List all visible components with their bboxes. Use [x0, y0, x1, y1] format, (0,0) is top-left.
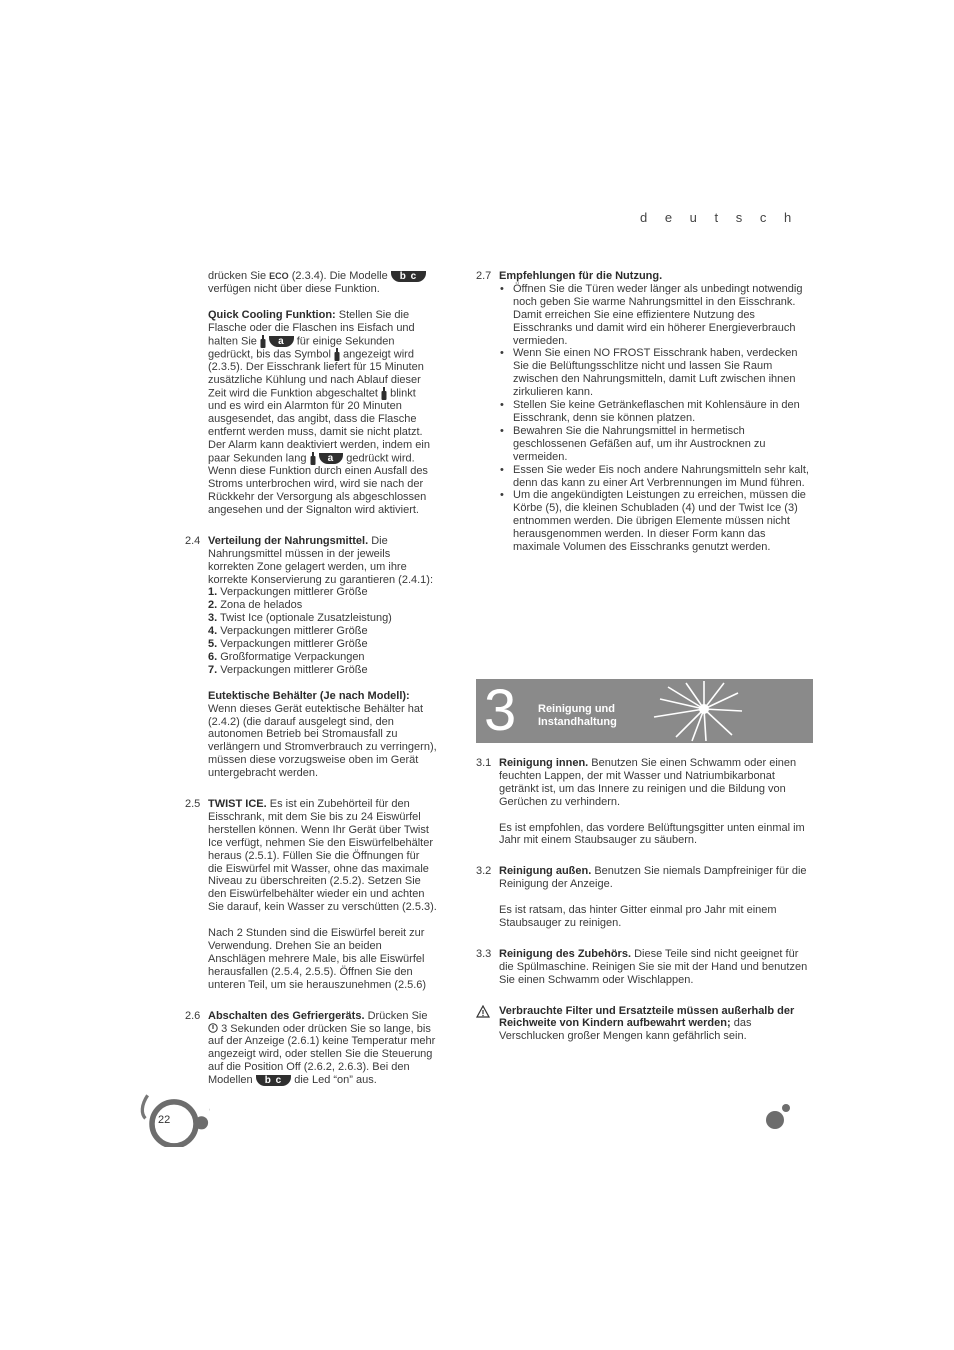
- bottle-icon: [260, 335, 266, 348]
- intro-paragraph: drücken Sie ECO (2.3.4). Die Modelle b c verfügen nicht über diese Funktion.: [185, 270, 437, 296]
- page-number-circle-icon: [138, 1092, 210, 1147]
- eutectic-title: Eutektische Behälter (Je nach Modell):: [208, 689, 410, 702]
- eco-symbol-icon: ECO: [269, 271, 289, 281]
- a-button-badge-icon: a: [269, 336, 294, 347]
- section-title: Empfehlungen für die Nutzung.: [499, 270, 663, 282]
- quick-cooling-title: Quick Cooling Funktion:: [208, 308, 336, 321]
- bc-model-badge-icon: b c: [256, 1075, 291, 1086]
- list-item-number: 6.: [208, 650, 218, 663]
- section-number: 2.4: [185, 534, 201, 547]
- list-item-number: 7.: [208, 663, 218, 676]
- storage-zone-list: [208, 586, 437, 676]
- chapter-banner: [476, 679, 813, 743]
- right-column: [476, 270, 813, 554]
- section-3-2: 3.2 Reinigung außen. Benutzen Sie niemals Dampfreiniger für die Reinigung der Anzeige. Es ist ratsam, das hinter Gitter einmal pro Jahr mit einem Staubsauger zu reinigen.: [476, 865, 813, 930]
- warning-note: Verbrauchte Filter und Ersatzteile müssen außerhalb der Reichweite von Kindern aufbewahrt werden; das Verschlucken großer Mengen kann gefährlich sein.: [476, 1005, 813, 1044]
- section-number: 3.3: [476, 947, 492, 960]
- list-item-text: Verpackungen mittlerer Größe: [220, 638, 368, 651]
- power-icon: [208, 1023, 218, 1033]
- section-2-7: [476, 270, 813, 283]
- a-button-badge-icon: a: [319, 453, 344, 464]
- list-item: • Essen Sie weder Eis noch andere Nahrungsmitteln sehr kalt, denn das kann zu einer Art Verbrennungen im Mund führen.: [476, 464, 813, 490]
- section-number: 2.5: [185, 798, 201, 811]
- twist-ice-text: Nach 2 Stunden sind die Eiswürfel bereit zur Verwendung. Drehen Sie an beiden Anschlägen mehrere Male, bis alle Eiswürfel herausfallen (2.5.4, 2.5.5). Öffnen Sie den unteren Teil, um sie herauszunehmen (2.5.6): [208, 927, 427, 991]
- section-2-6: 2.6 Abschalten des Gefriergeräts. Drücken Sie 3 Sekunden oder drücken Sie so lange, bis auf der Anzeige (2.6.1) keine Temperatur mehr angezeigt wird, oder stellen Sie die Steuerung auf die Position Off (2.6.2, 2.6.3). Bei den Modellen b c die Led “on” aus.: [185, 1009, 436, 1087]
- section-3-3: 3.3 Reinigung des Zubehörs. Diese Teile sind nicht geeignet für die Spülmaschine. Reinigen Sie sie mit der Hand und benutzen Sie einen Schwamm oder Wischlappen.: [476, 947, 808, 986]
- recommendation-list: [476, 283, 813, 554]
- section-title: Abschalten des Gefriergeräts.: [208, 1009, 365, 1022]
- list-item: • Um die angekündigten Leistungen zu erreichen, müssen die Körbe (5), die kleinen Schubladen (4) und der Twist Ice (3) entnommen werden. Die übrigen Elemente müssen nicht herausgenommen werden. In dieser Form kann das maximale Volumen des Eisschranks genutzt werden.: [476, 489, 813, 554]
- list-item-number: 5.: [208, 638, 218, 651]
- right-column-lower: [476, 757, 813, 1043]
- list-item-number: 2.: [208, 599, 218, 612]
- list-item-text: Zona de helados: [220, 599, 303, 612]
- decorative-dots-icon: [765, 1102, 795, 1132]
- list-item: [208, 586, 437, 599]
- list-item: • Öffnen Sie die Türen weder länger als unbedingt notwendig noch geben Sie warme Nahrungsmittel in den Eisschrank. Damit erreichen Sie eine effizientere Nutzung des Eisschranks und damit wird ein höherer Energieverbrauch vermieden.: [476, 283, 813, 348]
- section-title: Reinigung innen.: [499, 757, 589, 769]
- list-item: • Bewahren Sie die Nahrungsmittel in hermetisch geschlossenen Gefäßen auf, um ihr Austrocknen zu vermeiden.: [476, 425, 813, 464]
- section-number: 2.6: [185, 1009, 201, 1022]
- warning-icon: [476, 1005, 490, 1018]
- sparkle-icon: [646, 679, 746, 743]
- list-item-text: Twist Ice (optionale Zusatzleistung): [220, 612, 392, 625]
- section-title: Reinigung des Zubehörs.: [499, 947, 632, 960]
- vent-cleaning-text: Es ist empfohlen, das vordere Belüftungsgitter unten einmal im Jahr mit einem Staubsauger zu säubern.: [499, 821, 805, 847]
- quick-cooling-paragraph: Quick Cooling Funktion: Stellen Sie die Flasche oder die Flaschen ins Eisfach und halten Sie a für einige Sekunden gedrückt, bis das Symbol angezeigt wird (2.3.5). Der Eisschrank liefert für 15 Minuten zusätzliche Kühlung und nach Ablauf dieser Zeit wird die Funktion abgeschaltet blinkt und es wird ein Alarmton für 20 Minuten ausgesendet, das angibt, dass die Flasche entfernt werden muss, damit sie nicht platzt. Der Alarm kann deaktiviert werden, indem ein paar Sekunden lang a gedrückt wird. Wenn diese Funktion durch einen Ausfall des Stroms unterbrochen wird, wird sie nach der Rückkehr der Versorgung als abgeschlossen angesehen und der Signalton wird aktiviert.: [208, 308, 430, 516]
- bottle-icon: [334, 348, 340, 361]
- chapter-title: Reinigung und Instandhaltung: [538, 703, 617, 728]
- list-item-text: Großformatige Verpackungen: [220, 650, 365, 663]
- list-item: [208, 651, 437, 664]
- section-title: Verteilung der Nahrungsmittel.: [208, 534, 369, 547]
- language-label: d e u t s c h: [640, 210, 799, 225]
- list-item: • Stellen Sie keine Getränkeflaschen mit Kohlensäure in den Eisschrank, denn sie können platzen.: [476, 399, 813, 425]
- list-item-text: Verpackungen mittlerer Größe: [220, 586, 368, 599]
- list-item-text: Verpackungen mittlerer Größe: [220, 625, 368, 638]
- section-number: 2.7: [476, 270, 492, 282]
- list-item: [208, 599, 437, 612]
- section-number: 3.2: [476, 865, 492, 878]
- section-2-4: 2.4 Verteilung der Nahrungsmittel. Die Nahrungsmittel müssen in der jeweils korrekten Zone gelagert werden, um ihre korrekte Konservierung zu garantieren (2.4.1): 1. Verpackungen mittlerer Größe 2. Zona de helados 3. Twist Ice (optionale Zusatzleistung) 4. Verpackungen mittlerer Größe 5. Verpackungen mittlerer Größe 6. Großformatige Verpackungen 7. Verpackungen mittlerer Größe Eutektische Behälter (Je nach Modell): Wenn dieses Gerät eutektische Behälter hat (2.4.2) (die darauf ausgelegt sind, den autonomen Betrieb bei Stromausfall zu verlängern und Stromverbrauch zu verringern), müssen diese vorzugsweise oben im Gerät untergebracht werden.: [185, 534, 437, 780]
- grid-cleaning-text: Es ist ratsam, das hinter Gitter einmal pro Jahr mit einem Staubsauger zu reinigen.: [499, 904, 777, 929]
- list-item: [208, 638, 437, 651]
- section-3-1: 3.1 Reinigung innen. Benutzen Sie einen Schwamm oder einen feuchten Lappen, der mit Wasser und Natriumbikarbonat getränkt ist, um das Innere zu reinigen und die Bildung von Gerüchen zu verhindern. Es ist empfohlen, das vordere Belüftungsgitter unten einmal im Jahr mit einem Staubsauger zu säubern.: [476, 757, 813, 847]
- list-item: [208, 625, 437, 638]
- section-title: Reinigung außen.: [499, 865, 592, 878]
- bottle-icon: [381, 387, 387, 400]
- list-item-number: 3.: [208, 612, 218, 625]
- bc-model-badge-icon: b c: [391, 271, 426, 282]
- list-item-number: 1.: [208, 586, 218, 599]
- list-item: [208, 612, 437, 625]
- section-title: TWIST ICE.: [208, 798, 267, 811]
- section-2-5: 2.5 TWIST ICE. Es ist ein Zubehörteil für den Eisschrank, mit dem Sie bis zu 24 Eiswürfel herstellen können. Wenn Ihr Gerät über Twist Ice verfügt, nehmen Sie den Eiswürfelbehälter heraus (2.5.1). Füllen Sie die Öffnungen für die Eiswürfel mit Wasser, ohne das maximale Niveau zu überschreiten (2.5.2). Setzen Sie den Eiswürfelbehälter wieder ein und achten Sie darauf, kein Wasser zu verschütten (2.5.3). Nach 2 Stunden sind die Eiswürfel bereit zur Verwendung. Drehen Sie an beiden Anschlägen mehrere Male, bis alle Eiswürfel herausfallen (2.5.4, 2.5.5). Öffnen Sie den unteren Teil, um sie herauszunehmen (2.5.6): [185, 798, 437, 991]
- page-number: 22: [158, 1114, 171, 1126]
- section-number: 3.1: [476, 757, 492, 769]
- chapter-number: 3: [484, 678, 517, 743]
- bottle-icon: [310, 452, 316, 465]
- list-item: • Wenn Sie einen NO FROST Eisschrank haben, verdecken Sie die Belüftungsschlitze nicht und lassen Sie Raum zwischen den Nahrungsmitteln, damit Luft zwischen ihnen zirkulieren kann.: [476, 347, 813, 399]
- list-item-text: Verpackungen mittlerer Größe: [220, 663, 368, 676]
- list-item-number: 4.: [208, 625, 218, 638]
- left-column: [185, 270, 437, 1087]
- eutectic-text: Wenn dieses Gerät eutektische Behälter hat (2.4.2) (die darauf ausgelegt sind, den autonomen Betrieb bei Stromausfall zu verlängern und Stromverbrauch zu verringern), müssen diese vorzugsweise oben im Gerät untergebracht werden.: [208, 702, 437, 780]
- list-item: [208, 664, 437, 677]
